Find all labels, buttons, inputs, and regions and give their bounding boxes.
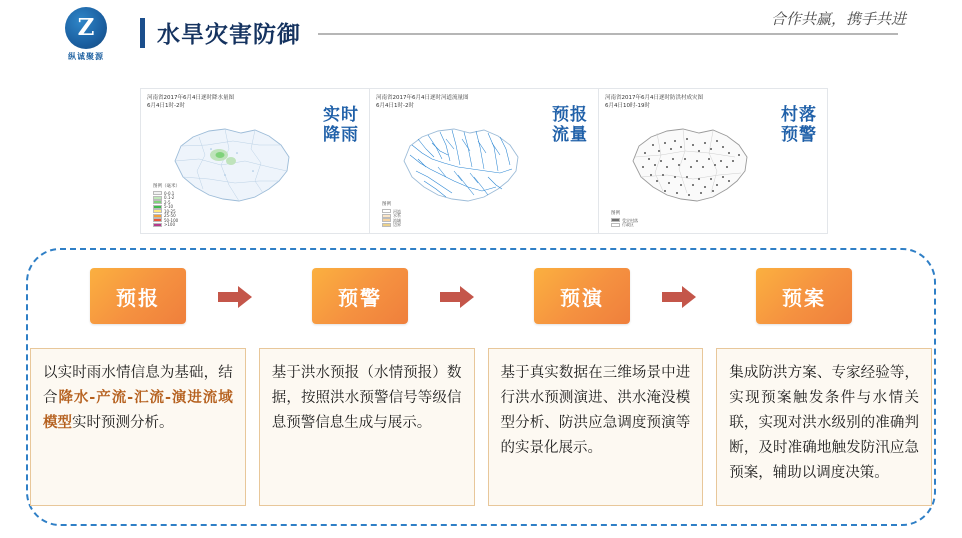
legend-label: 受灾村落 xyxy=(622,217,638,223)
legend-swatch xyxy=(153,191,162,195)
legend-title: 图例 xyxy=(382,202,391,208)
legend-label: 河流 xyxy=(393,208,401,214)
legend-label: 10-25 xyxy=(164,208,176,214)
map-title xyxy=(376,94,469,111)
logo-mark-icon: Z xyxy=(65,7,107,49)
map-legend-village xyxy=(611,211,655,227)
arrow-right-icon xyxy=(440,286,474,308)
map-title-line1: 河南省2017年6月4日逐时河道流量图 xyxy=(376,95,469,101)
legend-swatch xyxy=(382,209,391,213)
map-title-line2: 6月4日1时-2时 xyxy=(147,103,185,110)
legend-label: 25-50 xyxy=(164,213,176,219)
arrow-right-icon xyxy=(662,286,696,308)
legend-label: >100 xyxy=(164,222,175,228)
card-text-highlight: 降水-产流-汇流-演进流域模型 xyxy=(43,389,233,431)
map-legend-rainfall xyxy=(153,184,197,227)
legend-swatch xyxy=(611,223,620,227)
arrow-right-icon xyxy=(218,286,252,308)
legend-swatch xyxy=(382,218,391,222)
stage-chip-warning[interactable]: 预警 xyxy=(312,268,408,324)
page-title-text: 水旱灾害防御 xyxy=(157,22,301,48)
map-card-rainfall xyxy=(140,88,370,234)
description-card-warning xyxy=(259,348,475,506)
legend-swatch xyxy=(153,200,162,204)
map-graphic-discharge xyxy=(388,115,536,215)
slogan-text: 合作共赢，携手共进 xyxy=(770,10,906,28)
legend-swatch xyxy=(382,223,391,227)
title-divider xyxy=(318,33,898,35)
map-title-line2: 6月4日1时-2时 xyxy=(376,103,414,110)
legend-swatch xyxy=(153,223,162,227)
stage-chip-forecast[interactable]: 预报 xyxy=(90,268,186,324)
card-text-part2: 实时预测分析。 xyxy=(72,414,174,431)
legend-label: 50-100 xyxy=(164,217,179,223)
legend-label: 0-0.1 xyxy=(164,190,175,196)
map-title-line1: 河南省2017年6月4日逐时防洪村成灾图 xyxy=(605,95,703,101)
card-text-part1: 以实时雨水情信息为基础，结合 xyxy=(43,365,233,406)
legend-label: 水系 xyxy=(393,213,401,219)
card-text-part1: 基于真实数据在三维场景中进行洪水预测演进、洪水淹没模型分析、防洪应急调度预演等的实景化展示。 xyxy=(500,365,691,456)
village-dots-icon xyxy=(617,115,765,215)
legend-swatch xyxy=(153,196,162,200)
page-title xyxy=(140,16,301,49)
legend-label: 0.1-2 xyxy=(164,195,175,201)
map-title xyxy=(605,94,703,111)
card-text-part1: 集成防洪方案、专家经验等，实现预案触发条件与水情关联，实现对洪水级别的准确判断，及时准确地触发防汛应急预案，辅助以调度决策。 xyxy=(729,365,919,481)
slide-header xyxy=(0,0,962,66)
map-title xyxy=(147,94,234,111)
legend-item xyxy=(382,223,426,228)
description-card-simulation xyxy=(488,348,704,506)
description-card-plan xyxy=(716,348,932,506)
logo-text: 纵诚聚源 xyxy=(68,51,104,61)
legend-swatch xyxy=(611,218,620,222)
legend-label: 边界 xyxy=(393,222,401,228)
map-title-line1: 河南省2017年6月4日逐时降水量图 xyxy=(147,95,234,101)
legend-swatch xyxy=(153,205,162,209)
legend-label: 流域 xyxy=(393,217,401,223)
legend-label: 行政区 xyxy=(622,222,634,228)
legend-swatch xyxy=(382,214,391,218)
card-text-part1: 基于洪水预报（水情预报）数据，按照洪水预警信号等级信息预警信息生成与展示。 xyxy=(271,365,462,431)
title-accent-bar xyxy=(140,18,145,48)
legend-title: 图例（毫米） xyxy=(153,184,180,190)
stage-chip-simulation[interactable]: 预演 xyxy=(534,268,630,324)
description-cards xyxy=(26,348,936,506)
map-strip xyxy=(140,88,828,234)
legend-swatch xyxy=(153,214,162,218)
stage-chip-plan[interactable]: 预案 xyxy=(756,268,852,324)
map-badge-label: 预报 流量 xyxy=(552,105,588,146)
stage-row xyxy=(60,268,906,330)
legend-swatch xyxy=(153,218,162,222)
map-card-village xyxy=(599,88,828,234)
legend-item xyxy=(153,223,197,228)
map-badge-label: 实时 降雨 xyxy=(323,105,359,146)
map-legend-discharge xyxy=(382,202,426,227)
legend-label: 2-5 xyxy=(164,199,171,205)
map-title-line2: 6月4日10时-19时 xyxy=(605,103,650,110)
description-card-forecast xyxy=(30,348,246,506)
legend-swatch xyxy=(153,209,162,213)
river-network-icon xyxy=(388,115,536,215)
map-graphic-village xyxy=(617,115,765,215)
legend-label: 5-10 xyxy=(164,204,174,210)
map-badge-label: 村落 预警 xyxy=(781,105,817,146)
legend-title: 图例 xyxy=(611,211,620,217)
legend-item xyxy=(611,223,655,228)
company-logo xyxy=(48,6,124,62)
map-card-discharge xyxy=(370,88,599,234)
